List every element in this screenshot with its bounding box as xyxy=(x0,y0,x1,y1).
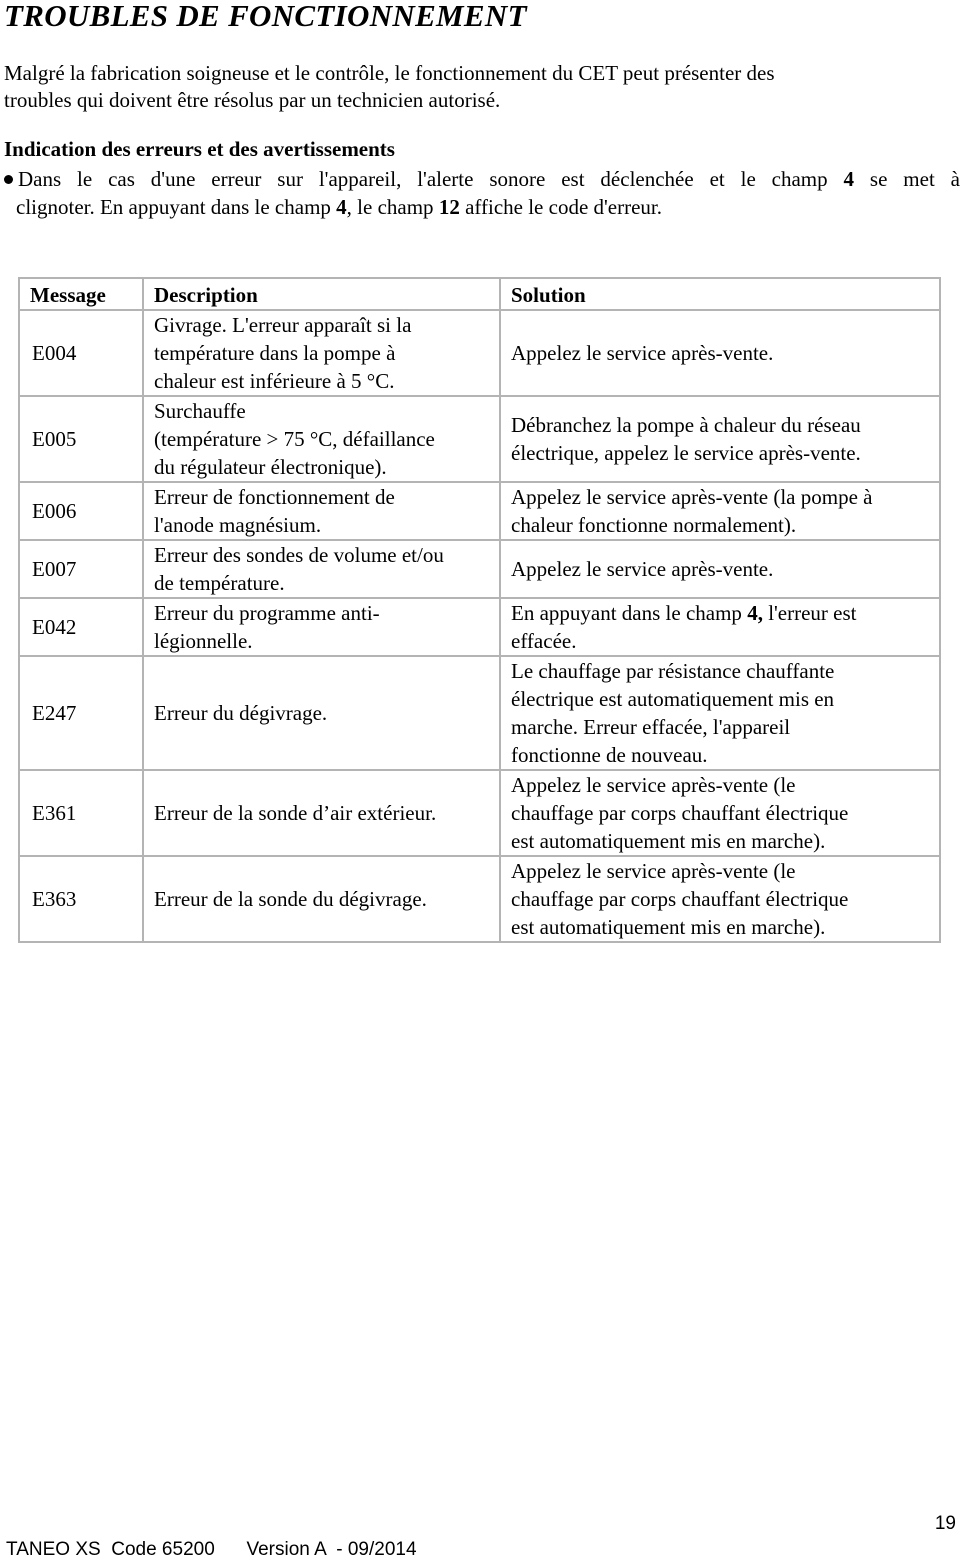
solution-line: est automatiquement mis en marche). xyxy=(511,829,826,853)
field-number: 4 xyxy=(336,195,347,219)
error-solution xyxy=(500,540,940,598)
solution-text-part: En appuyant dans le champ xyxy=(511,601,748,625)
column-header-message: Message xyxy=(19,278,143,310)
description-line: Erreur du dégivrage. xyxy=(154,701,328,725)
error-code: E361 xyxy=(19,770,143,856)
error-solution xyxy=(500,656,940,770)
bullet-icon xyxy=(4,175,13,184)
solution-line xyxy=(511,599,929,627)
description-line: Erreur des sondes de volume et/ou xyxy=(154,543,444,567)
bullet-line-2 xyxy=(4,193,960,221)
section-heading: Indication des erreurs et des avertissements xyxy=(4,137,395,161)
field-number: 4 xyxy=(843,167,855,191)
table-row xyxy=(19,540,940,598)
error-description xyxy=(143,856,500,942)
error-description xyxy=(143,540,500,598)
bullet-text-part: se met à xyxy=(854,167,960,191)
description-line: de température. xyxy=(154,571,285,595)
error-description xyxy=(143,482,500,540)
solution-line: effacée. xyxy=(511,629,577,653)
table-row xyxy=(19,482,940,540)
error-code: E004 xyxy=(19,310,143,396)
footer xyxy=(6,1539,417,1561)
error-code: E005 xyxy=(19,396,143,482)
page-number: 19 xyxy=(934,1513,956,1534)
footer-model: TANEO XS xyxy=(6,1539,101,1560)
intro-line-2: troubles qui doivent être résolus par un technicien autorisé. xyxy=(4,88,501,112)
error-indication-bullet xyxy=(4,165,960,221)
description-line: Givrage. L'erreur apparaît si la xyxy=(154,313,412,337)
page-title: TROUBLES DE FONCTIONNEMENT xyxy=(4,0,527,33)
bullet-line-1 xyxy=(4,165,960,193)
description-line: légionnelle. xyxy=(154,629,253,653)
table-header-row xyxy=(19,278,940,310)
description-line: Erreur de la sonde du dégivrage. xyxy=(154,887,427,911)
footer-code: Code 65200 xyxy=(111,1539,215,1560)
error-code: E006 xyxy=(19,482,143,540)
solution-line: Le chauffage par résistance chauffante xyxy=(511,659,835,683)
table-row xyxy=(19,770,940,856)
column-header-description: Description xyxy=(143,278,500,310)
error-code: E007 xyxy=(19,540,143,598)
error-description xyxy=(143,598,500,656)
description-line: (température > 75 °C, défaillance xyxy=(154,427,435,451)
bullet-text-part: Dans le cas d'une erreur sur l'appareil, l'alerte sonore est déclenchée et le champ xyxy=(18,167,844,191)
solution-line: Appelez le service après-vente (le xyxy=(511,773,796,797)
description-line: température dans la pompe à xyxy=(154,341,396,365)
solution-line: chauffage par corps chauffant électrique xyxy=(511,801,849,825)
error-description xyxy=(143,396,500,482)
solution-line: électrique est automatiquement mis en xyxy=(511,687,835,711)
description-line: l'anode magnésium. xyxy=(154,513,322,537)
solution-line: marche. Erreur effacée, l'appareil xyxy=(511,715,791,739)
description-line: Erreur de la sonde d’air extérieur. xyxy=(154,801,437,825)
bullet-text-part: , le champ xyxy=(346,195,439,219)
error-solution xyxy=(500,482,940,540)
bullet-text-1 xyxy=(18,165,960,193)
field-number: 4, xyxy=(747,601,763,625)
error-solution xyxy=(500,598,940,656)
solution-line: électrique, appelez le service après-vente. xyxy=(511,441,861,465)
solution-line: Appelez le service après-vente. xyxy=(511,341,774,365)
error-solution xyxy=(500,856,940,942)
error-description xyxy=(143,656,500,770)
description-line: chaleur est inférieure à 5 °C. xyxy=(154,369,395,393)
error-solution xyxy=(500,310,940,396)
solution-line: Débranchez la pompe à chaleur du réseau xyxy=(511,413,861,437)
table-row xyxy=(19,396,940,482)
solution-line: chaleur fonctionne normalement). xyxy=(511,513,797,537)
error-solution xyxy=(500,770,940,856)
field-number: 12 xyxy=(438,195,460,219)
description-line: Erreur de fonctionnement de xyxy=(154,485,395,509)
table-row xyxy=(19,856,940,942)
error-solution xyxy=(500,396,940,482)
intro-line-1: Malgré la fabrication soigneuse et le contrôle, le fonctionnement du CET peut présenter des xyxy=(4,61,775,85)
description-line: Erreur du programme anti- xyxy=(154,601,380,625)
solution-line: est automatiquement mis en marche). xyxy=(511,915,826,939)
description-line: Surchauffe xyxy=(154,399,246,423)
table-row xyxy=(19,310,940,396)
table-row xyxy=(19,656,940,770)
solution-line: chauffage par corps chauffant électrique xyxy=(511,887,849,911)
description-line: du régulateur électronique). xyxy=(154,455,387,479)
error-code: E042 xyxy=(19,598,143,656)
error-description xyxy=(143,310,500,396)
solution-text-part: l'erreur est xyxy=(762,601,857,625)
intro-paragraph xyxy=(4,60,944,114)
solution-line: fonctionne de nouveau. xyxy=(511,743,708,767)
error-code: E247 xyxy=(19,656,143,770)
error-codes-table xyxy=(18,277,941,943)
bullet-text-part: affiche le code d'erreur. xyxy=(459,195,663,219)
error-description xyxy=(143,770,500,856)
error-code: E363 xyxy=(19,856,143,942)
footer-version: Version A - 09/2014 xyxy=(246,1539,417,1560)
solution-line: Appelez le service après-vente (la pompe à xyxy=(511,485,873,509)
solution-line: Appelez le service après-vente. xyxy=(511,557,774,581)
column-header-solution: Solution xyxy=(500,278,940,310)
solution-line: Appelez le service après-vente (le xyxy=(511,859,796,883)
bullet-text-part: clignoter. En appuyant dans le champ xyxy=(16,195,337,219)
table-row xyxy=(19,598,940,656)
